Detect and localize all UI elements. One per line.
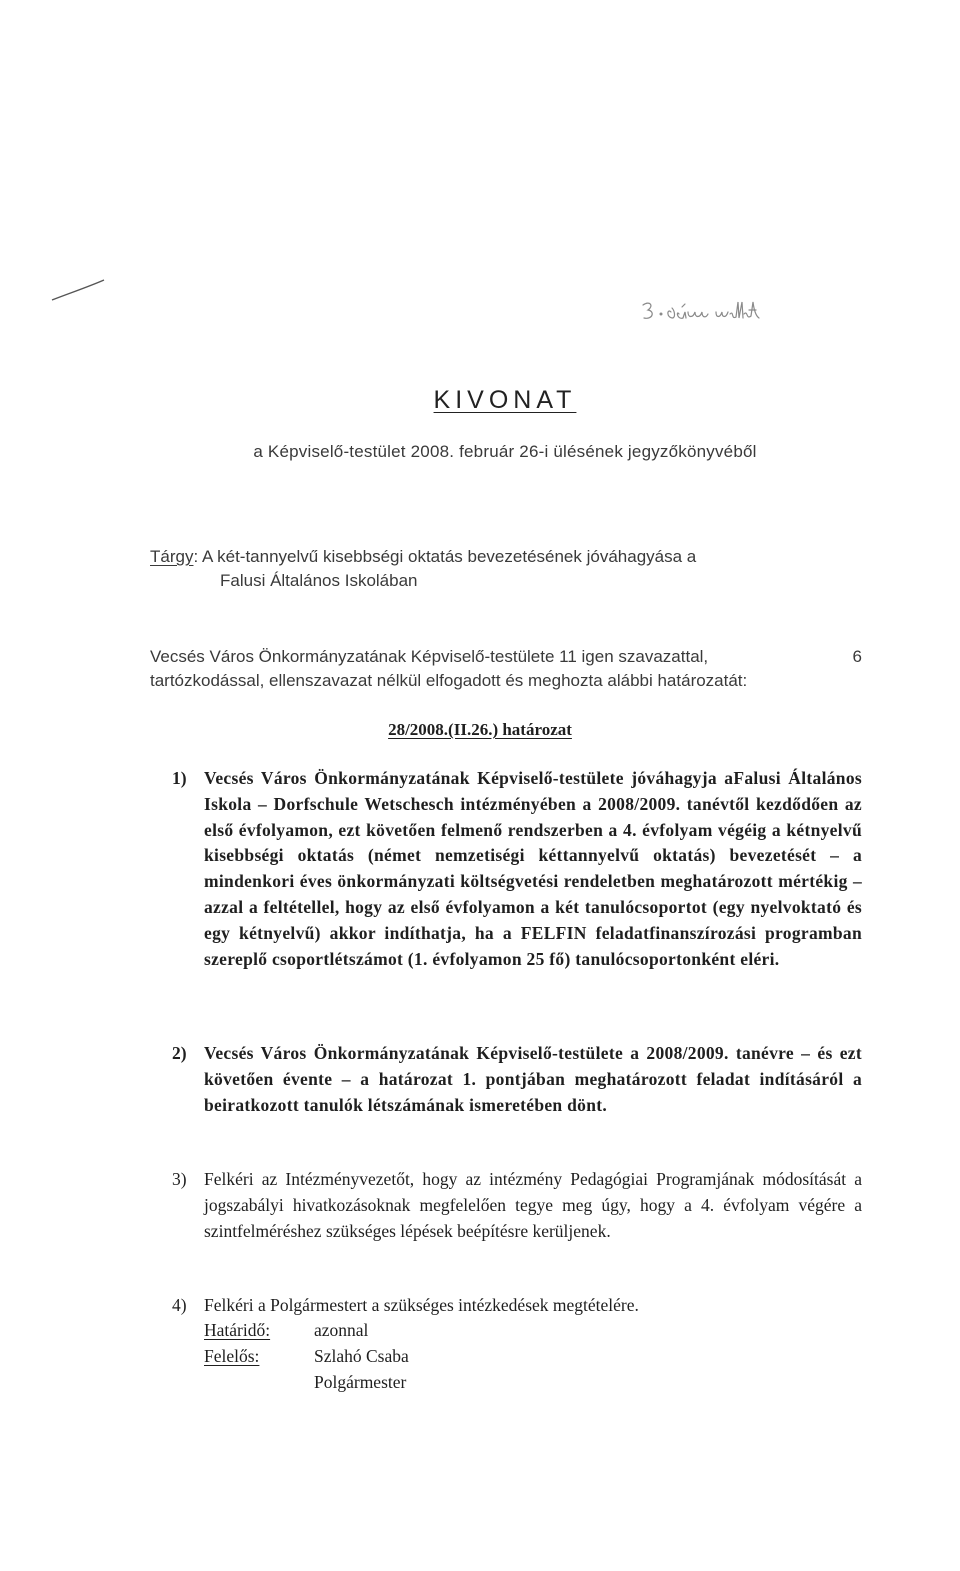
deadline-label: Határidő: <box>204 1320 271 1340</box>
responsible-title: Polgármester <box>314 1371 407 1392</box>
responsible-label: Felelős: <box>204 1345 260 1366</box>
responsible-name: Szlahó Csaba <box>314 1345 409 1366</box>
item-text: Vecsés Város Önkormányzatának Képviselő-testülete jóváhagyja aFalusi Általános Iskola – Dorfschule Wetschesch intézményében a 2008/2009. tanévtől kezdődően az első évfolyamon, ezt követően felmenő rendszerben a 4. évfolyam végéig a kétnyelvű kisebbségi oktatás (német nemzetiségi kéttannyelvű oktatás) bevezetését – a mindenkori éves önkormányzati költségvetési rendeletben meghatározott mértékig – azzal a feltétellel, hogy az első évfolyamon a két tanulócsoportot (egy nyelvoktató és egy kétnyelvű) akkor indíthatja, ha a FELFIN feladatfinanszírozási programban szereplő csoportlétszámot (1. évfolyamon 25 fő) tanulócsoportonként eléri. <box>204 768 862 969</box>
spacer <box>204 1370 314 1396</box>
resolution-item <box>172 1167 862 1244</box>
resolution-item <box>172 766 862 972</box>
document-subtitle: a Képviselő-testület 2008. február 26-i ülésének jegyzőkönyvéből <box>253 442 757 461</box>
item-number: 4) <box>172 1295 187 1315</box>
intro-line1-text: Vecsés Város Önkormányzatának Képviselő-testülete 11 igen szavazattal, <box>150 647 709 666</box>
subject-label: Tárgy <box>150 547 194 566</box>
item-text: Felkéri az Intézményvezetőt, hogy az intézmény Pedagógiai Programjának módosítását a jogszabályi hivatkozásoknak megfelelően tegye meg úgy, hogy a 4. évfolyam végére a szintfelméréshez szükséges lépések beépítésre kerüljenek. <box>204 1169 862 1241</box>
item-number: 1) <box>172 768 187 788</box>
handwritten-annotation <box>640 292 760 332</box>
resolution-item <box>172 1041 862 1118</box>
resolution-number: 28/2008.(II.26.) határozat <box>388 720 572 739</box>
item-number: 3) <box>172 1169 187 1189</box>
intro-line2-text: tartózkodással, ellenszavazat nélkül elfogadott és meghozta alábbi határozatát: <box>150 671 748 690</box>
item-text: Vecsés Város Önkormányzatának Képviselő-testülete a 2008/2009. tanévre – és ezt követően évente – a határozat 1. pontjában meghatározott feladat indításáról a beiratkozott tanulók létszámának ismeretében dönt. <box>204 1043 862 1115</box>
document-title: KIVONAT <box>433 386 577 414</box>
handwriting-drawing <box>640 292 760 332</box>
signature-block <box>204 1318 409 1395</box>
subject-block: Tárgy: A két-tannyelvű kisebbségi oktatás bevezetésének jóváhagyása a Falusi Általános Iskolában <box>150 545 830 593</box>
deadline-value: azonnal <box>314 1320 369 1340</box>
intro-paragraph <box>150 645 862 693</box>
subject-text-line1: A két-tannyelvű kisebbségi oktatás bevezetésének jóváhagyása a <box>201 547 697 566</box>
intro-line1-count: 6 <box>852 647 862 666</box>
pen-stroke-mark <box>0 0 960 400</box>
resolution-item <box>172 1293 862 1319</box>
item-text: Felkéri a Polgármestert a szükséges intézkedések megtételére. <box>204 1295 639 1315</box>
subject-text-line2: Falusi Általános Iskolában <box>220 571 418 590</box>
item-number: 2) <box>172 1043 187 1063</box>
